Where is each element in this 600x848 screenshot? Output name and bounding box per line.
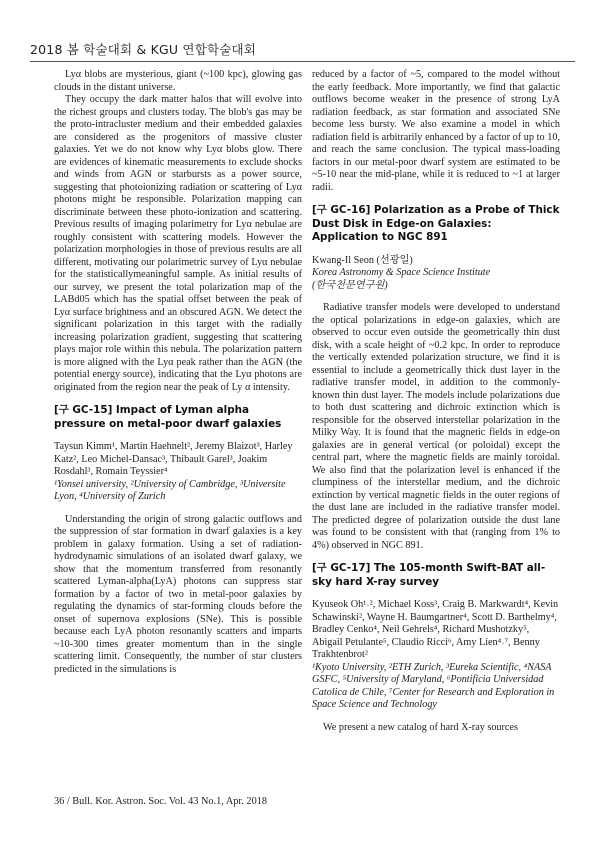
author-list: Kyuseok Oh¹˒², Michael Koss³, Craig B. Markwardt⁴, Kevin Schawinski², Wayne H. Baumgartner⁴, Scott D. Barthelmy⁴, Bradley Cenko⁴, Neil Gehrels⁴, Richard Mushotzky⁵, Abigail Petulante⁵, Claudio Ricci⁶, Amy Lien⁴˒⁷, Benny Trakhtenbrot² <box>312 599 559 660</box>
header-divider <box>30 61 575 62</box>
section-title-gc16: [구 GC-16] Polarization as a Probe of Thick Dust Disk in Edge-on Galaxies: Application to NGC 891 <box>312 204 560 243</box>
page-footer: 36 / Bull. Kor. Astron. Soc. Vol. 43 No.1, Apr. 2018 <box>54 796 268 807</box>
section-title-gc15: [구 GC-15] Impact of Lyman alpha pressure on metal-poor dwarf galaxies <box>54 404 282 430</box>
section-title-gc17: [구 GC-17] The 105-month Swift-BAT all-sky hard X-ray survey <box>312 562 546 588</box>
abstract-paragraph: They occupy the dark matter halos that will evolve into the richest groups and clusters today. The blob's gas may be the proto-intracluster medium and their embedded galaxies are considered as the progenitors of massive cluster galaxies. Yet we do not know why Lyα blobs glow. There are evidences of kinematic measurements to exclude shocks and winds from AGN or starbursts as a power source, suggesting that photoionizing radiation or scattering of Lyα photons might be responsible. Polarization mapping can discriminate between these photo-ionization and scattering. Previous results of imaging polarimetry for Lyα nebulae are roughly consistent with scattering models. However the polarization morphologies in those of previous results are all different, motivating our polarimetric survey of Lyα nebulae for the statisticallymeaningful sample. As initial results of our survey, we present the total polarization map of the LABd05 which has the spatial offset between the peak of Lyα surface brightness and an obscured AGN. We detect the significant polarization in this target with the radially increasing polarization gradient, suggesting that scattering plays major role within this nebula. The polarization pattern is more aligned with the Lyα peak rather than the AGN (the potential energy source), indicating that the Lyα photons are originated from the region near the peak of Ly α intensity. <box>54 94 302 393</box>
right-column <box>312 69 560 734</box>
abstract-paragraph: Understanding the origin of strong galactic outflows and the suppression of star formation in dwarf galaxies is a key problem in galaxy formation. Using a set of radiation-hydrodynamic simulations of an isolated dwarf galaxy, we show that the momentum transferred from resonantly scattered Lyman-alpha(LyA) photons can suppress star formation by a factor of two in metal-poor galaxies by regulating the dynamics of star-forming clouds before the onset of supernova explosions (SNe). This is possible because each LyA photon resonantly scatters and imparts ~10-300 times greater momentum than in the single scattering limit. Consequently, the number of star clusters predicted in the simulations is <box>54 513 302 675</box>
abstract-paragraph: Lyα blobs are mysterious, giant (~100 kpc), glowing gas clouds in the distant universe. <box>54 69 302 93</box>
abstract-paragraph: We present a new catalog of hard X-ray sources <box>323 721 518 733</box>
affiliation-list: ¹Kyoto University, ²ETH Zurich, ³Eureka Scientific, ⁴NASA GSFC, ⁵University of Maryland, ⁶Pontificia Universidad Catolica de Chile, ⁷Center for Research and Exploration in Space Science and Technology <box>312 661 555 710</box>
running-header: 2018 봄 학술대회 & KGU 연합학술대회 <box>30 42 257 57</box>
affiliation-kr: (한국천문연구원) <box>312 279 388 291</box>
affiliation-en: Korea Astronomy & Space Science Institute <box>312 267 491 278</box>
abstract-paragraph: Radiative transfer models were developed to understand the optical polarizations in edge-on galaxies, which are observed to occur even outside the geometrically thin dust disk, with a scale height of ~0.2 kpc. In order to reproduce the vertically extended polarization structure, we find it is essential to include a geometrically thick dust layer in the radiative transfer model, in addition to the commonly-known thin dust layer. The models include polarizations due to both dust scattering and dichroic extinction which is responsible for the observed interstellar polarization in the Milky Way. It is found that the magnetic fields in edge-on galaxies are in general vertical (or poloidal) except the central part, where the magnetic fields are mainly toroidal. We also find that the polarization level is enhanced if the clumpiness of the interstellar medium, and the dichroic extinction by vertical magnetic fields in the outer regions of the dust lane are included in the radiative transfer model. The predicted degree of polarization outside the dust lane was found to be consistent with that (ranging from 1% to 4%) observed in NGC 891. <box>312 302 560 551</box>
abstract-paragraph: reduced by a factor of ~5, compared to the model without the early feedback. More importantly, we find that galactic outflows become weaker in the presence of strong LyA radiation feedback, as star formation and associated SNe become less bursty. We also examine a model in which radiation field is arbitrarily enhanced by a factor of up to 10, and reach the same conclusion. The typical mass-loading factors in our metal-poor dwarf system are estimated to be ~5-10 near the mid-plane, while it is reduced to ~1 at larger radii. <box>312 69 560 193</box>
author-list: Taysun Kimm¹, Martin Haehnelt², Jeremy Blaizot³, Harley Katz², Leo Michel-Dansac³, Thibault Garel³, Joakim Rosdahl³, Romain Teyssier⁴ <box>54 441 293 477</box>
author-list: Kwang-Il Seon (선광일) <box>312 254 413 266</box>
left-column <box>54 69 302 676</box>
affiliation-list: ¹Yonsei university, ²University of Cambridge, ³Universite Lyon, ⁴University of Zurich <box>54 478 286 502</box>
